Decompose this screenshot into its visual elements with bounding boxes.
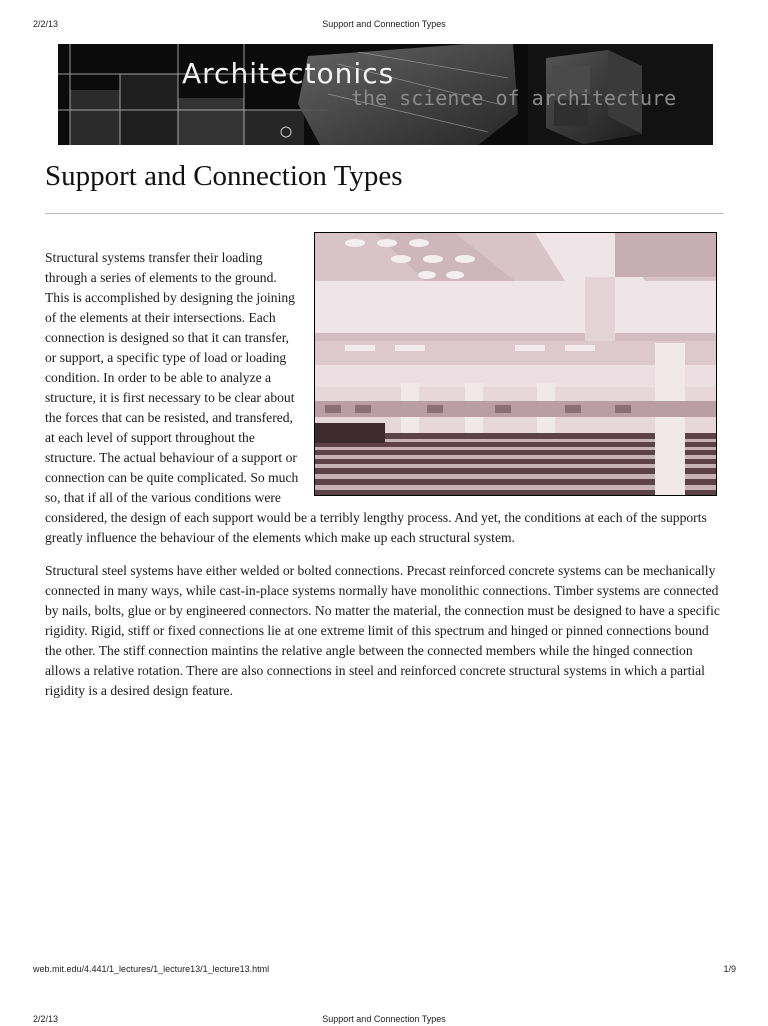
site-banner[interactable]: [58, 44, 713, 145]
page-url[interactable]: web.mit.edu/4.441/1_lectures/1_lecture13/1_lecture13.html: [33, 964, 270, 974]
article-body: [45, 248, 721, 714]
page-title: Support and Connection Types: [45, 160, 403, 192]
paragraph-1: Structural systems transfer their loading through a series of elements to the ground. This is accomplished by designing the joining of the elements at their intersections. Each connection is designed so that it can transfer, or support, a specific type of load or loading condition. In order to be able to analyze a structure, it is first necessary to be clear about the forces that can be resisted, and transfered, at each level of support throughout the structure. The actual behaviour of a support or connection can be quite complicated. So much so, that if all of the various conditions were considered, the design of each support would be a terribly lengthy process. And yet, the conditions at each of the supports greatly influence the behaviour of the elements which make up each structural system.: [45, 250, 707, 545]
print-footer: [0, 964, 768, 976]
page-number: 1/9: [723, 964, 736, 974]
photo-icon: [315, 233, 716, 495]
paragraph-2: Structural steel systems have either welded or bolted connections. Precast reinforced concrete systems can be mechanically connected in many ways, while cast-in-place systems normally have monolithic connections. Timber systems are connected by nails, bolts, glue or by engineered connectors. No matter the material, the connection must be designed to have a specific rigidity. Rigid, stiff or fixed connections lie at one extreme limit of this spectrum and hinged or pinned connections bound the other. The stiff connection maintins the relative angle between the connected members while the hinged connection allows a relative rotation. There are also connections in steel and reinforced concrete structural systems in which a partial rigidity is a desired design feature.: [45, 563, 720, 698]
banner-subtitle: the science of architecture: [351, 86, 677, 110]
next-page-date: 2/2/13: [33, 1014, 59, 1024]
next-page-title: Support and Connection Types: [322, 1014, 446, 1024]
print-header: [0, 19, 768, 31]
banner-title: Architectonics: [182, 57, 395, 90]
next-page-header: [0, 1014, 768, 1026]
title-divider: [45, 213, 724, 214]
print-title: Support and Connection Types: [322, 19, 446, 29]
print-date: 2/2/13: [33, 19, 59, 29]
structure-photo: [314, 232, 717, 496]
